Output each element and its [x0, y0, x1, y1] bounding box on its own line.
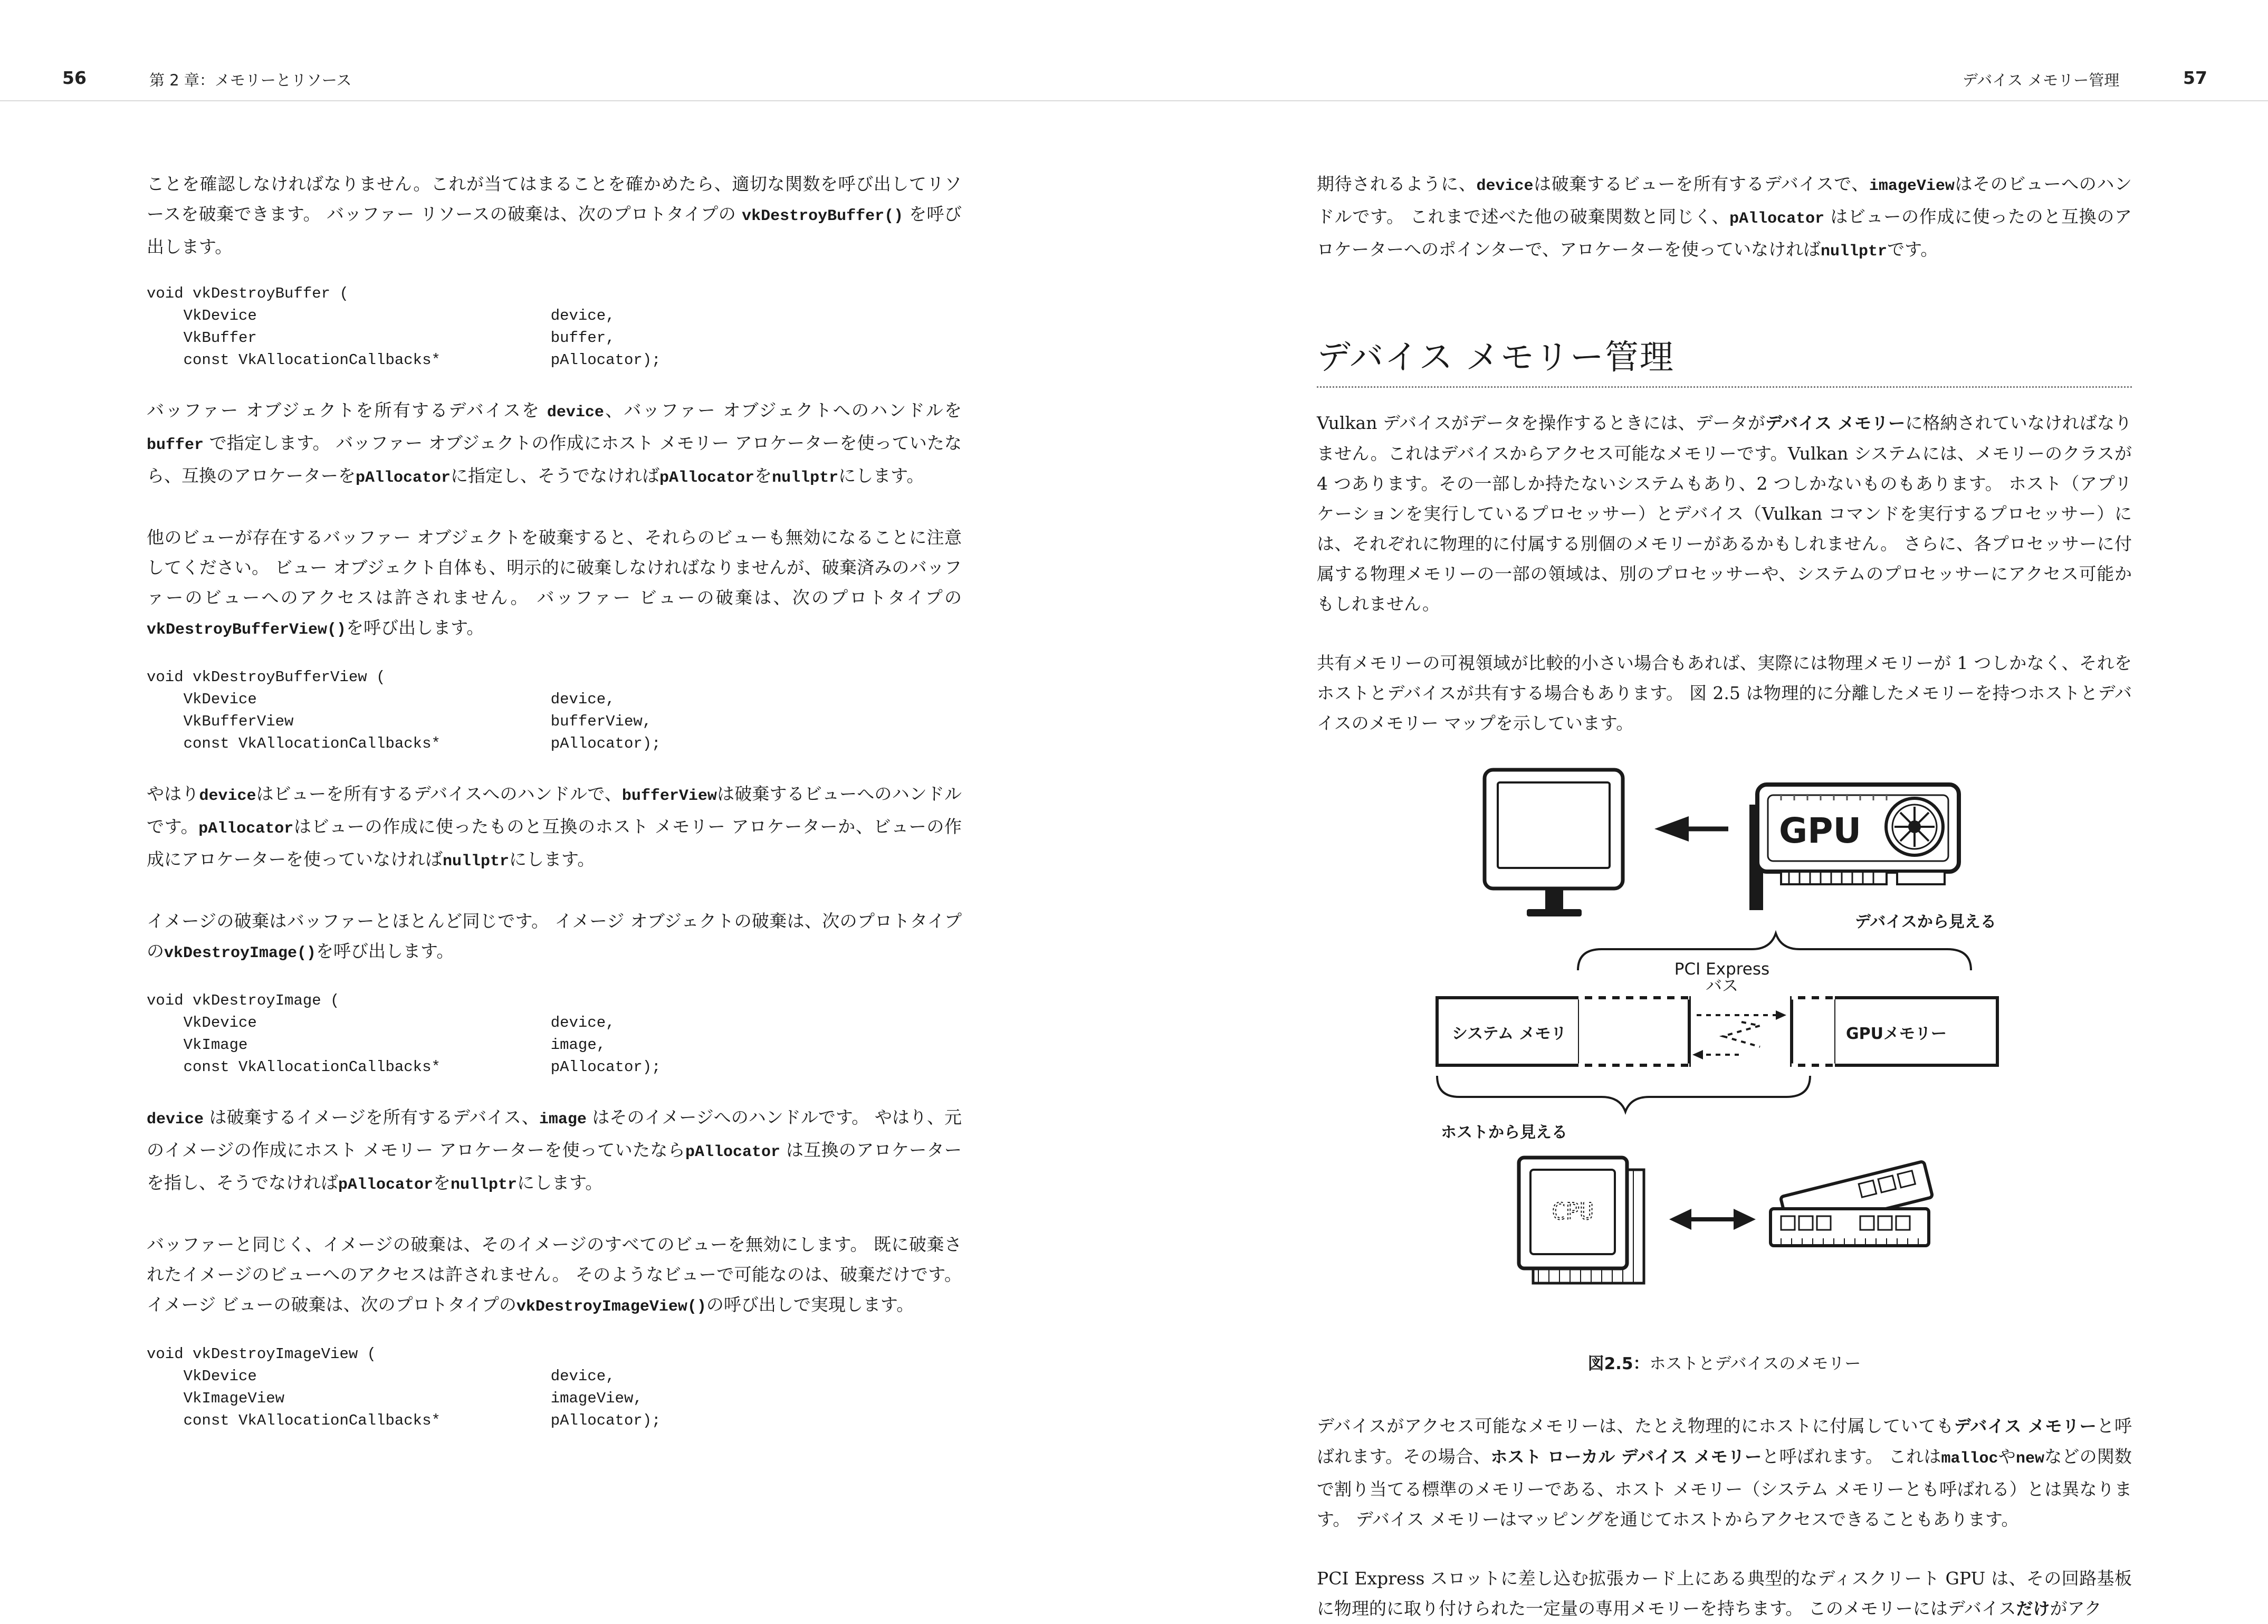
bus-arrow-left-icon	[1692, 1050, 1703, 1059]
paragraph: やはりdeviceはビューを所有するデバイスへのハンドルで、bufferViewは破棄するビューへのハンドルです。pAllocatorはビューの作成に使ったものと互換のホスト メモリー アロケーターか、ビューの作成にアロケーターを使っていなければnullptrにします。	[147, 784, 962, 871]
host-visible-label: ホストから見える	[1441, 1123, 1567, 1142]
arrow-left-icon	[1654, 816, 1728, 842]
system-memory-label: システム メモリ	[1452, 1025, 1567, 1043]
paragraph: バッファーと同じく、イメージの破棄は、そのイメージのすべてのビューを無効にします。 既に破棄されたイメージのビューへのアクセスは許されません。 そのようなビューで可能なのは、破棄だけです。イメージ ビューの破棄は、次のプロトタイプのvkDestroyImageView()の呼び出しで実現します。	[147, 1234, 962, 1316]
left-running-head: 第 2 章：メモリーとリソース	[149, 71, 352, 89]
gpu-label: GPU	[1779, 810, 1862, 851]
left-page-number: 56	[62, 68, 87, 88]
paragraph: バッファー オブジェクトを所有するデバイスを device、バッファー オブジェクトへのハンドルを buffer で指定します。 バッファー オブジェクトの作成にホスト メモリー アロケーターを使っていたなら、互換のアロケーターをpAllocatorに指定し、そうでなければpAllocatorをnullptrにします。	[147, 400, 962, 487]
paragraph: イメージの破棄はバッファーとほとんど同じです。 イメージ オブジェクトの破棄は、次のプロトタイプのvkDestroyImage()を呼び出します。	[147, 911, 962, 962]
double-arrow-icon	[1669, 1209, 1756, 1230]
paragraph: デバイスがアクセス可能なメモリーは、たとえ物理的にホストに付属していてもデバイス メモリーと呼ばれます。その場合、ホスト ローカル デバイス メモリーと呼ばれます。 これはmallocやnewなどの関数で割り当てる標準のメモリーである、ホスト メモリー（システム メモリーとも呼ばれる）とは異なります。 デバイス メモリーはマッピングを通じてホストからアクセスできることもあります。	[1317, 1416, 2132, 1530]
figure-2-5-memory-map	[1317, 759, 2132, 1334]
code-block-vkDestroyImageView: void vkDestroyImageView ( VkDevice device, VkImageView imageView, const VkAllocationCallbacks* pAllocator);	[147, 1345, 661, 1429]
gpu-card-icon	[1749, 785, 1959, 910]
right-running-head: デバイス メモリー管理	[1963, 71, 2120, 89]
paragraph: 共有メモリーの可視領域が比較的小さい場合もあれば、実際には物理メモリーが 1 つしかなく、それをホストとデバイスが共有する場合もあります。 図 2.5 は物理的に分離したメモリーを持つホストとデバイスのメモリー マップを示しています。	[1317, 653, 2132, 733]
header-rule	[0, 100, 2268, 101]
code-block-vkDestroyBuffer: void vkDestroyBuffer ( VkDevice device, VkBuffer buffer, const VkAllocationCallbacks* pAllocator);	[147, 285, 661, 369]
cpu-chip-icon	[1519, 1158, 1644, 1283]
paragraph: 他のビューが存在するバッファー オブジェクトを破棄すると、それらのビューも無効になることに注意してください。 ビュー オブジェクト自体も、明示的に破棄しなければなりませんが、破棄済みのバッファーのビューへのアクセスは許されません。 バッファー ビューの破棄は、次のプロトタイプのvkDestroyBufferView()を呼び出します。	[147, 527, 962, 639]
bus-path	[1697, 1015, 1778, 1055]
right-page-body	[1317, 169, 2132, 1624]
pci-express-label: PCI Express	[1674, 960, 1770, 979]
bus-arrow-right-icon	[1776, 1010, 1786, 1020]
cpu-label: CPU	[1552, 1198, 1594, 1225]
paragraph: ことを確認しなければなりません。これが当てはまることを確かめたら、適切な関数を呼び出してリソースを破棄できます。 バッファー リソースの破棄は、次のプロトタイプの vkDestroyBuffer() を呼び出します。	[147, 174, 962, 257]
gpu-memory-box	[1792, 998, 1997, 1065]
left-page-body	[147, 169, 962, 1456]
code-block-vkDestroyBufferView: void vkDestroyBufferView ( VkDevice device, VkBufferView bufferView, const VkAllocationCallbacks* pAllocator);	[147, 668, 661, 752]
system-memory-box	[1437, 998, 1689, 1065]
paragraph: Vulkan デバイスがデータを操作するときには、データがデバイス メモリーに格納されていなければなりません。これはデバイスからアクセス可能なメモリーです。Vulkan システムには、メモリーのクラスが 4 つあります。その一部しか持たないシステムもあり、2 つしかないものもあります。 ホスト（アプリケーションを実行しているプロセッサー）とデバイス（Vulkan コマンドを実行するプロセッサー）には、それぞれに物理的に付属する別個のメモリーがあるかもしれません。 さらに、各プロセッサーに付属する物理メモリーの一部の領域は、別のプロセッサーや、システムのプロセッサーにアクセス可能かもしれません。	[1317, 413, 2132, 614]
section-title: デバイス メモリー管理	[1317, 330, 2132, 388]
paragraph: device は破棄するイメージを所有するデバイス、image はそのイメージへのハンドルです。 やはり、元のイメージの作成にホスト メモリー アロケーターを使っていたならpAllocator は互換のアロケーターを指し、そうでなければpAllocatorをnullptrにします。	[147, 1107, 962, 1194]
ram-modules-icon	[1771, 1161, 1932, 1246]
code-block-vkDestroyImage: void vkDestroyImage ( VkDevice device, VkImage image, const VkAllocationCallbacks* pAllocator);	[147, 992, 661, 1076]
monitor-icon	[1485, 770, 1623, 916]
figure-caption: 図2.5：ホストとデバイスのメモリー	[1587, 1354, 1861, 1373]
paragraph: 期待されるように、deviceは破棄するビューを所有するデバイスで、imageViewはそのビューへのハンドルです。 これまで述べた他の破棄関数と同じく、pAllocator はビューの作成に使ったのと互換のアロケーターへのポインターで、アロケーターを使っていなければnullptrです。	[1317, 174, 2132, 261]
host-visible-brace	[1437, 1076, 1810, 1112]
device-visible-brace	[1578, 933, 1971, 970]
bus-label: バス	[1706, 977, 1738, 996]
gpu-memory-label: GPUメモリー	[1846, 1025, 1947, 1043]
device-visible-label: デバイスから見える	[1855, 913, 1996, 931]
paragraph: PCI Express スロットに差し込む拡張カード上にある典型的なディスクリート GPU は、その回路基板に物理的に取り付けられた一定量の専用メモリーを持ちます。 このメモリーにはデバイスだけがアク	[1317, 1568, 2132, 1619]
right-page-number: 57	[2183, 68, 2207, 88]
